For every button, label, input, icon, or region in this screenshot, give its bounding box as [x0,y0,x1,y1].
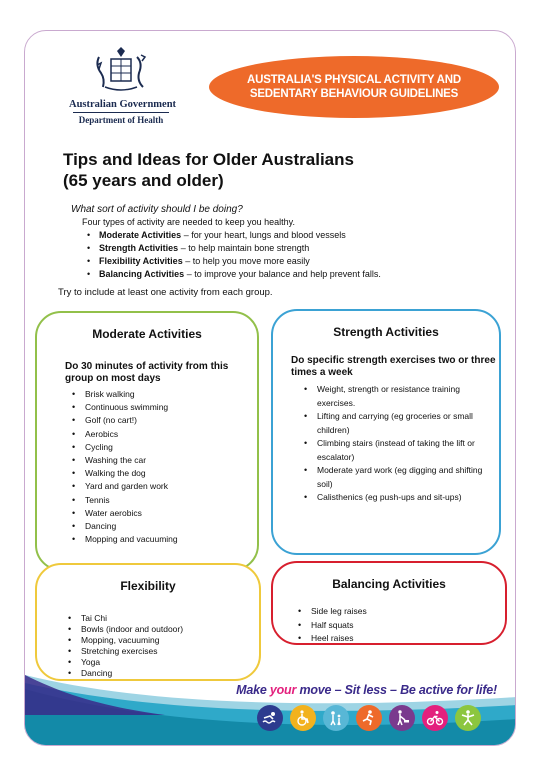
department-name: Department of Health [78,115,164,125]
activity-types-list [71,229,491,281]
running-icon [356,705,382,731]
page-title [63,149,483,191]
page-title-line-2: (65 years and older) [63,171,224,190]
list-item: • Moderate yard work (eg digging and shifting soil) [317,464,493,491]
crest-divider [73,112,169,113]
activity-type-name: Moderate Activities [99,230,182,240]
swimmer-icon [257,705,283,731]
list-item: • Brisk walking [85,388,257,401]
activity-type-item [99,242,491,255]
moderate-activities-box [35,311,259,571]
slogan-emphasis: your [269,683,297,697]
balancing-title: Balancing Activities [332,577,446,591]
slogan [236,683,497,697]
activity-type-item [99,229,491,242]
activity-type-name: Balancing Activities [99,269,185,279]
list-item: • Climbing stairs (instead of taking the lift or escalator) [317,437,493,464]
list-item: • Walking the dog [85,467,257,480]
list-item: • Water aerobics [85,507,257,520]
intro-section [71,203,491,281]
banner-line-2: SEDENTARY BEHAVIOUR GUIDELINES [249,88,459,100]
page-title-line-1: Tips and Ideas for Older Australians [63,150,354,169]
government-name: Australian Government [69,99,177,110]
list-item: • Heel raises [311,632,505,646]
activity-type-item [99,255,491,268]
coat-of-arms-icon [91,45,151,97]
list-item: • Lifting and carrying (eg groceries or small children) [317,410,493,437]
list-item: • Aerobics [85,428,257,441]
activity-type-name: Strength Activities [99,243,179,253]
list-item: • Dancing [85,520,257,533]
list-item: • Continuous swimming [85,401,257,414]
list-item: • Washing the car [85,454,257,467]
try-instruction: Try to include at least one activity from each group. [58,287,273,298]
list-item: • Cycling [85,441,257,454]
guidelines-banner [209,56,499,118]
slogan-pre: Make [236,683,270,697]
moderate-title: Moderate Activities [92,327,202,341]
activity-type-description: – to improve your balance and help prevent falls. [184,269,381,279]
banner-line-1: AUSTRALIA'S PHYSICAL ACTIVITY AND [246,74,461,86]
government-crest [69,45,177,125]
wheelchair-icon [290,705,316,731]
balancing-box [271,561,507,645]
strength-title: Strength Activities [333,325,439,339]
list-item: • Calisthenics (eg push-ups and sit-ups) [317,491,493,505]
list-item: • Stretching exercises [81,646,259,657]
list-item: • Golf (no cart!) [85,414,257,427]
cycling-icon [422,705,448,731]
flexibility-list [81,613,259,679]
moderate-subtitle: Do 30 minutes of activity from this group on most days [65,361,229,384]
list-item: • Half squats [311,619,505,633]
list-item: • Yard and garden work [85,480,257,493]
slogan-post: move – Sit less – Be active for life! [296,683,497,697]
intro-lead: Four types of activity are needed to keep you healthy. [82,217,295,227]
list-item: • Yoga [81,657,259,668]
family-icon [323,705,349,731]
list-item: • Tai Chi [81,613,259,624]
strength-subtitle: Do specific strength exercises two or three times a week [291,355,496,378]
moderate-list [85,388,257,546]
strength-list [317,383,493,505]
list-item: • Dancing [81,668,259,679]
flexibility-title: Flexibility [120,579,176,593]
dog-walking-icon [389,705,415,731]
list-item: • Mopping, vacuuming [81,635,259,646]
activity-type-description: – to help maintain bone strength [178,243,310,253]
guideline-page [24,30,516,746]
flexibility-box [35,563,261,681]
activity-icons [257,705,481,731]
list-item: • Weight, strength or resistance training exercises. [317,383,493,410]
list-item: • Mopping and vacuuming [85,533,257,546]
balancing-list [311,605,505,646]
intro-question: What sort of activity should I be doing? [71,204,243,215]
activity-type-item [99,268,491,281]
activity-type-name: Flexibility Activities [99,256,183,266]
list-item: • Tennis [85,494,257,507]
list-item: • Side leg raises [311,605,505,619]
jumping-icon [455,705,481,731]
list-item: • Bowls (indoor and outdoor) [81,624,259,635]
strength-activities-box [271,309,501,555]
activity-type-description: – to help you move more easily [182,256,310,266]
activity-type-description: – for your heart, lungs and blood vessels [181,230,346,240]
